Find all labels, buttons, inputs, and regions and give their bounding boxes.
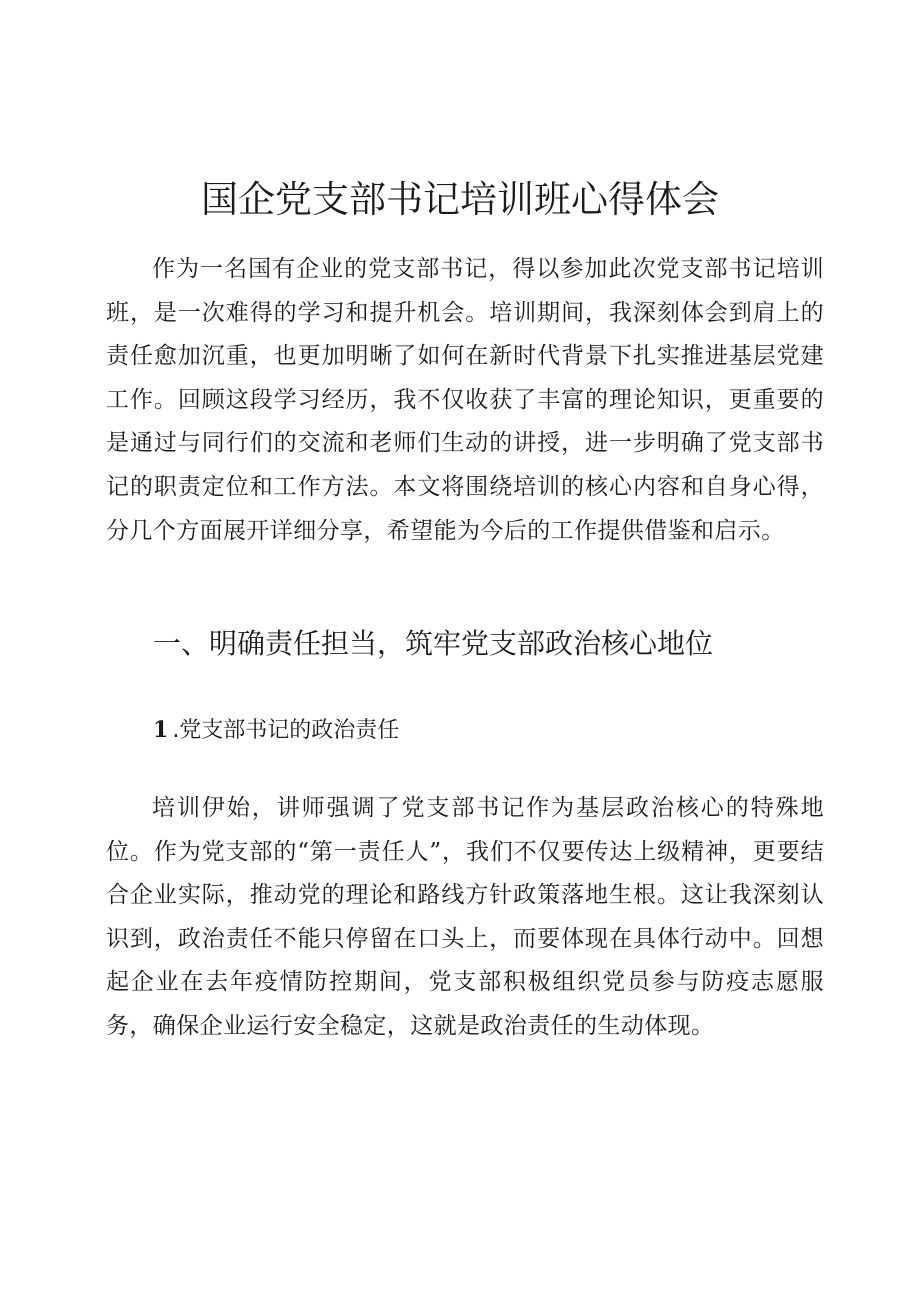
subsection-title: .党支部书记的政治责任 bbox=[172, 718, 400, 743]
document-title: 国企党支部书记培训班心得体会 bbox=[201, 178, 719, 221]
body-paragraph: 培训伊始，讲师强调了党支部书记作为基层政治核心的特殊地位。作为党支部的“第一责任人”，我们不仅要传达上级精神，更要结合企业实际，推动党的理论和路线方针政策落地生根。这让我深刻认识到，政治责任不能只停留在口头上，而要体现在具体行动中。回想起企业在去年疫情防控期间，党支部积极组织党员参与防疫志愿服务，确保企业运行安全稳定，这就是政治责任的生动体现。 bbox=[106, 795, 824, 1039]
intro-paragraph: 作为一名国有企业的党支部书记，得以参加此次党支部书记培训班，是一次难得的学习和提升机会。培训期间，我深刻体会到肩上的责任愈加沉重，也更加明晰了如何在新时代背景下扎实推进基层党建工作。回顾这段学习经历，我不仅收获了丰富的理论知识，更重要的是通过与同行们的交流和老师们生动的讲授，进一步明确了党支部书记的职责定位和工作方法。本文将围绕培训的核心内容和自身心得，分几个方面展开详细分享，希望能为今后的工作提供借鉴和启示。 bbox=[106, 256, 824, 544]
subsection-number: 1 bbox=[153, 717, 169, 743]
section-heading: 一、明确责任担当，筑牢党支部政治核心地位 bbox=[153, 627, 714, 660]
subsection-heading bbox=[153, 711, 753, 750]
